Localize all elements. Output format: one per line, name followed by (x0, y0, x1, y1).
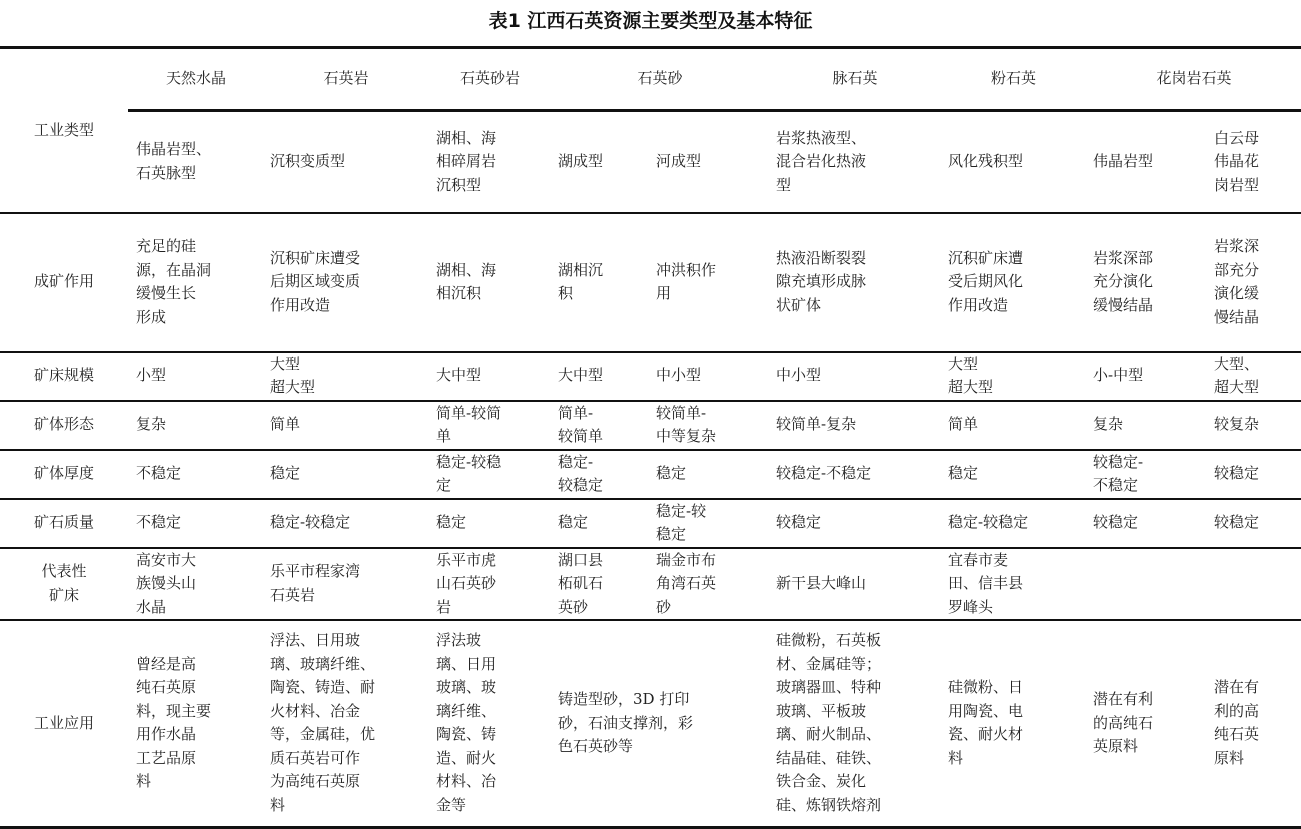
table-cell: 岩浆深部 充分演化 缓慢结晶 (1085, 213, 1206, 352)
table-body (0, 48, 1301, 828)
table-row (0, 499, 1301, 548)
table-cell: 乐平市虎 山石英砂 岩 (428, 548, 550, 621)
table-cell: 乐平市程家湾 石英岩 (262, 548, 428, 621)
table-cell: 大中型 (428, 352, 550, 401)
table-cell: 充足的硅 源，在晶洞 缓慢生长 形成 (128, 213, 262, 352)
table-cell: 大型 超大型 (262, 352, 428, 401)
table-cell: 潜在有利 的高纯石 英原料 (1085, 620, 1206, 827)
row-label-cell: 工业类型 (33, 120, 94, 139)
table-cell: 瑞金市布 角湾石英 砂 (648, 548, 768, 621)
table-cell: 小-中型 (1085, 352, 1206, 401)
table-cell: 高安市大 族馒头山 水晶 (128, 548, 262, 621)
header-row (0, 48, 1301, 111)
table-cell: 稳定- 较稳定 (550, 450, 648, 499)
table-cell: 潜在有 利的高 纯石英 原料 (1206, 620, 1301, 827)
row-label: 工业应用 (0, 620, 128, 827)
table-cell (1206, 548, 1301, 621)
table-cell: 岩浆热液型、 混合岩化热液 型 (776, 128, 867, 194)
table-cell: 稳定-较稳 定 (428, 450, 550, 499)
table-cell: 简单- 较简单 (550, 401, 648, 450)
table-cell: 不稳定 (128, 450, 262, 499)
table-cell: 稳定-较稳定 (262, 499, 428, 548)
table-cell (1085, 548, 1206, 621)
column-header: 石英砂 (550, 48, 768, 111)
column-header: 粉石英 (940, 48, 1085, 111)
quartz-resources-table (0, 46, 1301, 829)
column-header: 石英砂岩 (428, 48, 550, 111)
table-cell: 简单-较简 单 (428, 401, 550, 450)
column-header: 花岗岩石英 (1085, 48, 1301, 111)
table-cell: 稳定 (262, 450, 428, 499)
table-cell: 稳定 (940, 450, 1085, 499)
table-cell: 沉积矿床遭 受后期风化 作用改造 (940, 213, 1085, 352)
table-cell: 浮法玻 璃、日用 玻璃、玻 璃纤维、 陶瓷、铸 造、耐火 材料、冶 金等 (428, 620, 550, 827)
table-cell: 湖相沉 积 (550, 213, 648, 352)
table-cell: 大型、 超大型 (1206, 352, 1301, 401)
table-cell: 不稳定 (128, 499, 262, 548)
table-cell: 较稳定-不稳定 (768, 450, 940, 499)
table-cell: 河成型 (656, 152, 702, 170)
table-cell: 简单 (940, 401, 1085, 450)
table-cell: 复杂 (1085, 401, 1206, 450)
row-label: 矿体厚度 (0, 450, 128, 499)
row-label: 矿床规模 (0, 352, 128, 401)
table-row (0, 450, 1301, 499)
table-cell: 伟晶岩型 (1093, 152, 1154, 170)
column-header: 石英岩 (262, 48, 428, 111)
table-cell: 较稳定 (1085, 499, 1206, 548)
table-cell: 宜春市麦 田、信丰县 罗峰头 (940, 548, 1085, 621)
row-label: 成矿作用 (0, 213, 128, 352)
row-label: 矿体形态 (0, 401, 128, 450)
table-row (0, 352, 1301, 401)
table-cell: 简单 (262, 401, 428, 450)
table-cell: 较简单- 中等复杂 (648, 401, 768, 450)
table-cell: 稳定 (428, 499, 550, 548)
table-row (0, 111, 1301, 213)
table-cell: 硅微粉，石英板 材、金属硅等； 玻璃器皿、特种 玻璃、平板玻 璃、耐火制品、 结晶硅、硅铁、 铁合金、炭化 硅、炼钢铁熔剂 (768, 620, 940, 827)
table-cell: 热液沿断裂裂 隙充填形成脉 状矿体 (768, 213, 940, 352)
table-cell: 稳定 (648, 450, 768, 499)
table-cell: 曾经是高 纯石英原 料，现主要 用作水晶 工艺品原 料 (128, 620, 262, 827)
table-cell: 湖口县 柘矶石 英砂 (550, 548, 648, 621)
column-header: 脉石英 (768, 48, 940, 111)
table-cell: 稳定 (550, 499, 648, 548)
table-cell: 较稳定 (1206, 499, 1301, 548)
table-cell: 冲洪积作 用 (648, 213, 768, 352)
row-label: 代表性 矿床 (0, 548, 128, 621)
table-cell: 岩浆深 部充分 演化缓 慢结晶 (1206, 213, 1301, 352)
table-cell: 较简单-复杂 (768, 401, 940, 450)
table-cell: 稳定-较 稳定 (648, 499, 768, 548)
table-cell: 较稳定 (768, 499, 940, 548)
table-cell: 中小型 (768, 352, 940, 401)
table-cell: 较稳定- 不稳定 (1085, 450, 1206, 499)
table-cell: 较复杂 (1206, 401, 1301, 450)
table-cell: 硅微粉、日 用陶瓷、电 瓷、耐火材 料 (940, 620, 1085, 827)
table-cell: 大型 超大型 (940, 352, 1085, 401)
table-cell: 沉积变质型 (270, 152, 346, 170)
table-cell: 沉积矿床遭受 后期区域变质 作用改造 (262, 213, 428, 352)
table-cell: 湖相、海 相碎屑岩 沉积型 (436, 128, 497, 194)
table-row (0, 548, 1301, 621)
table-row (0, 213, 1301, 352)
column-header: 天然水晶 (128, 48, 262, 111)
table-row (0, 401, 1301, 450)
row-label: 矿石质量 (0, 499, 128, 548)
table-cell: 较稳定 (1206, 450, 1301, 499)
table-cell: 浮法、日用玻 璃、玻璃纤维、 陶瓷、铸造、耐 火材料、冶金 等，金属硅，优 质石英岩可作 为高纯石英原 料 (262, 620, 428, 827)
table-cell: 新干县大峰山 (768, 548, 940, 621)
table-cell: 小型 (128, 352, 262, 401)
table-cell: 湖相、海 相沉积 (428, 213, 550, 352)
table-cell: 中小型 (648, 352, 768, 401)
table-cell: 风化残积型 (948, 152, 1024, 170)
table-row (0, 620, 1301, 827)
table-cell: 湖成型 (558, 152, 604, 170)
table-cell: 复杂 (128, 401, 262, 450)
table-cell: 稳定-较稳定 (940, 499, 1085, 548)
table-cell: 铸造型砂，3D 打印 砂，石油支撑剂，彩 色石英砂等 (550, 620, 768, 827)
table-cell: 伟晶岩型、 石英脉型 (136, 140, 212, 182)
table-title: 表1 江西石英资源主要类型及基本特征 (488, 10, 813, 32)
table-cell: 大中型 (550, 352, 648, 401)
table-cell: 白云母 伟晶花 岗岩型 (1214, 128, 1260, 194)
